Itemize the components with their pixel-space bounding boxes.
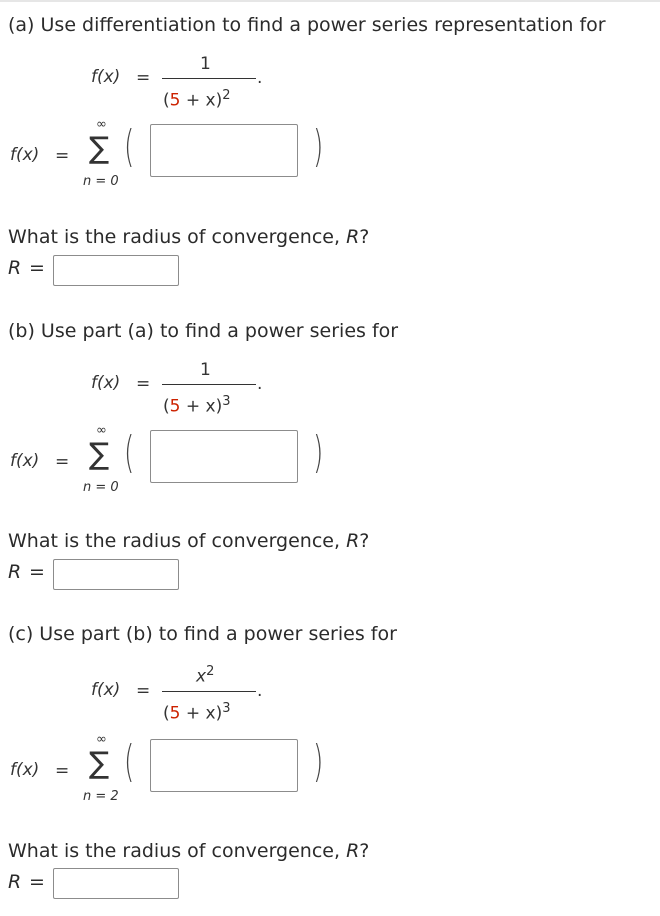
top-divider (0, 0, 660, 2)
part-a-sum-lower-limit: n = 0 (83, 174, 119, 189)
part-a-left-paren: ( (124, 121, 135, 172)
part-c-r-equals: = (29, 871, 45, 893)
part-c-right-paren: ) (313, 736, 324, 787)
part-a-radius-question: What is the radius of convergence, R? (8, 226, 370, 248)
part-a-equals: = (136, 68, 151, 88)
part-b-equals: = (136, 374, 151, 394)
part-b-period: . (257, 374, 263, 394)
part-a-sum-equals: = (55, 146, 70, 166)
part-b-numerator: 1 (200, 360, 211, 380)
part-b-fraction-bar (162, 384, 256, 385)
part-a-sigma-icon: ∑ (89, 131, 110, 166)
part-c-sigma-icon: ∑ (89, 746, 110, 781)
part-b-left-paren: ( (124, 427, 135, 478)
part-b-sum-fx: f(x) (10, 451, 40, 471)
part-c-fraction-bar (162, 691, 256, 692)
part-b-sum-upper-limit: ∞ (96, 423, 107, 438)
part-c-period: . (257, 681, 263, 701)
part-c-fx-label: f(x) (91, 680, 121, 700)
part-a-prompt: (a) Use differentiation to find a power series representation for (8, 14, 606, 36)
part-b-radius-input[interactable] (53, 559, 179, 590)
part-b-series-term-input[interactable] (150, 430, 298, 483)
part-b-r-equals: = (29, 561, 45, 583)
part-c-radius-input[interactable] (53, 868, 179, 899)
part-b-sigma-icon: ∑ (89, 437, 110, 472)
part-a-fx-label: f(x) (91, 67, 121, 87)
part-b-fx-label: f(x) (91, 373, 121, 393)
part-c-sum-equals: = (55, 761, 70, 781)
part-c-radius-question: What is the radius of convergence, R? (8, 840, 370, 862)
part-c-sum-lower-limit: n = 2 (83, 789, 119, 804)
part-b-right-paren: ) (313, 427, 324, 478)
part-a-sum-upper-limit: ∞ (96, 117, 107, 132)
part-b-radius-question: What is the radius of convergence, R? (8, 530, 370, 552)
part-c-series-term-input[interactable] (150, 739, 298, 792)
part-c-left-paren: ( (124, 736, 135, 787)
part-c-sum-upper-limit: ∞ (96, 732, 107, 747)
part-b-sum-lower-limit: n = 0 (83, 480, 119, 495)
part-c-numerator: $x^2$ (196, 664, 215, 687)
part-a-r-equals: = (29, 257, 45, 279)
part-a-period: . (257, 68, 263, 88)
part-a-radius-input[interactable] (53, 255, 179, 286)
part-a-denominator: $(5 + x)^2$ (163, 88, 231, 111)
part-a-series-term-input[interactable] (150, 124, 298, 177)
part-a-right-paren: ) (313, 121, 324, 172)
part-b-r-label: R (8, 561, 22, 583)
part-a-fraction-bar (162, 78, 256, 79)
part-b-prompt: (b) Use part (a) to find a power series for (8, 320, 399, 342)
part-a-sum-fx: f(x) (10, 145, 40, 165)
part-c-equals: = (136, 681, 151, 701)
part-c-r-label: R (8, 871, 22, 893)
part-b-denominator: $(5 + x)^3$ (163, 394, 231, 417)
part-c-sum-fx: f(x) (10, 760, 40, 780)
part-c-prompt: (c) Use part (b) to find a power series for (8, 623, 397, 645)
part-b-sum-equals: = (55, 452, 70, 472)
part-c-denominator: $(5 + x)^3$ (163, 701, 231, 724)
part-a-r-label: R (8, 257, 22, 279)
part-a-numerator: 1 (200, 54, 211, 74)
